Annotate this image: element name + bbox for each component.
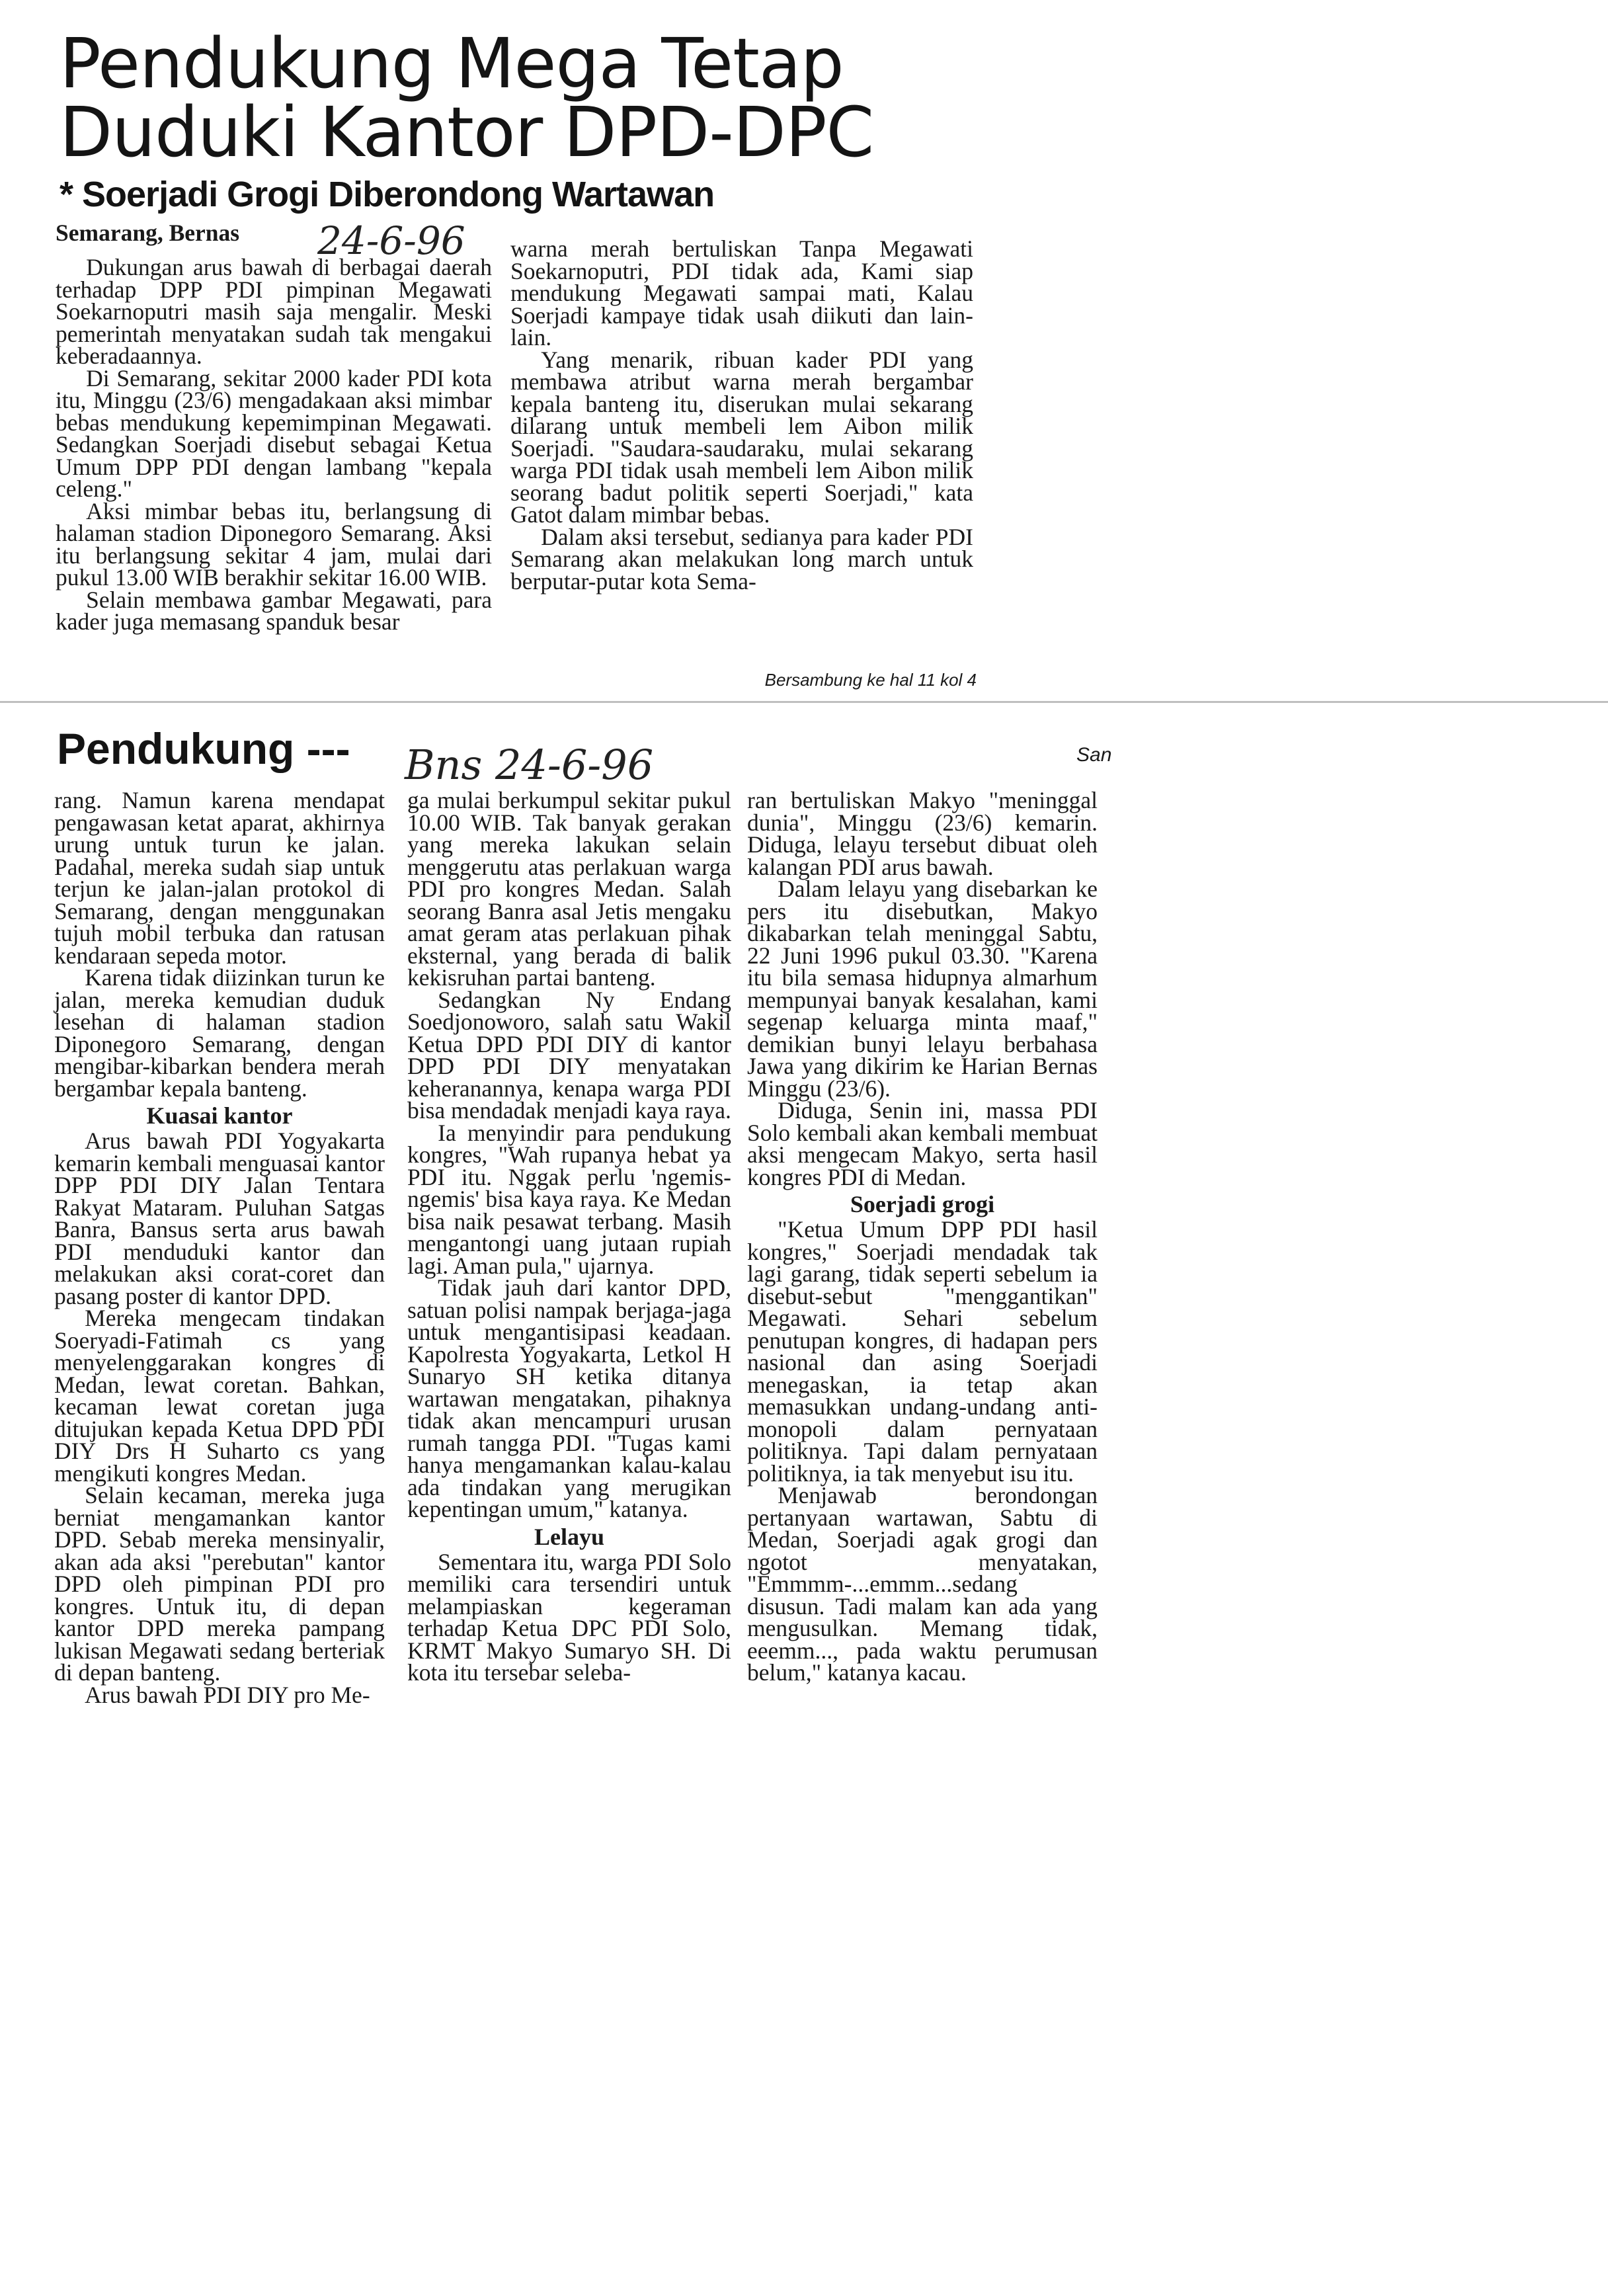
section-subheading: Soerjadi grogi bbox=[850, 1191, 995, 1217]
dateline: Semarang, Bernas bbox=[56, 220, 240, 246]
continuation-column-1 bbox=[54, 787, 385, 1708]
paragraph: Selain kecaman, mereka juga berniat mengamankan kantor DPD. Sebab mereka mensinyalir, akan ada aksi "perebutan" kantor DPD oleh pimpinan PDI pro kongres. Untuk itu, di depan kantor DPD mereka pampang lukisan Megawati sedang berteriak di depan banteng. bbox=[54, 1482, 385, 1686]
section-divider bbox=[0, 701, 1608, 703]
handwritten-source-note: Bns 24-6-96 bbox=[405, 741, 654, 789]
paragraph: Diduga, Senin ini, massa PDI Solo kembali akan kembali membuat aksi mengecam Makyo, serta hasil kongres PDI di Medan. bbox=[747, 1097, 1098, 1190]
section-subheading: Kuasai kantor bbox=[146, 1102, 293, 1129]
handwritten-date: 24-6-96 bbox=[317, 218, 465, 263]
continuation-column-2 bbox=[407, 787, 731, 1686]
dateline-row bbox=[56, 222, 492, 257]
paragraph: Dalam aksi tersebut, sedianya para kader PDI Semarang akan melakukan long march untuk berputar-putar kota Sema- bbox=[510, 523, 973, 594]
headline-line-1: Pendukung Mega Tetap bbox=[60, 23, 844, 104]
headline bbox=[60, 23, 874, 173]
continued-note: Bersambung ke hal 11 kol 4 bbox=[764, 670, 977, 690]
paragraph: "Ketua Umum DPP PDI hasil kongres," Soerjadi mendadak tak lagi garang, tidak seperti sebelum ia disebut-sebut "menggantikan" Megawati. Sehari sebelum penutupan kongres, di hadapan pers nasional dan asing Soerjadi menegaskan, ia tetap akan memasukkan undang-undang anti-monopoli dalam pernyataan politiknya. Tapi dalam pernyataan politiknya, ia tak menyebut isu itu. bbox=[747, 1216, 1098, 1487]
paragraph: Ia menyindir para pendukung kongres, "Wah rupanya hebat ya PDI itu. Nggak perlu 'ngemis-ngemis' bisa kaya raya. Ke Medan bisa naik pesawat terbang. Masih mengantongi uang jutaan rupiah lagi. Aman pula," ujarnya. bbox=[407, 1119, 731, 1279]
corner-label: San bbox=[1076, 744, 1112, 766]
paragraph: Mereka mengecam tindakan Soeryadi-Fatimah cs yang menyelenggarakan kongres di Medan, lewat coretan. Bahkan, kecaman lewat coretan juga ditujukan kepada Ketua DPD PDI DIY Drs H Suharto cs yang mengikuti kongres Medan. bbox=[54, 1305, 385, 1487]
lead-column-right bbox=[510, 235, 973, 594]
paragraph: Sementara itu, warga PDI Solo memiliki cara tersendiri untuk melampiaskan kegeraman terhadap Ketua DPC PDI Solo, KRMT Makyo Sumaryo SH. Di kota itu tersebar seleba- bbox=[407, 1548, 731, 1686]
lead-column-left bbox=[56, 222, 492, 634]
paragraph: Tidak jauh dari kantor DPD, satuan polisi nampak berjaga-jaga untuk mengantisipasi keadaan. Kapolresta Yogyakarta, Letkol H Sunaryo SH ketika ditanya wartawan mengatakan, pihaknya tidak akan mencampuri urusan rumah tangga PDI. "Tugas kami hanya mengamankan kalau-kalau ada tindakan yang merugikan kepentingan umum," katanya. bbox=[407, 1274, 731, 1522]
section-subheading: Lelayu bbox=[534, 1523, 604, 1550]
paragraph: Selain membawa gambar Megawati, para kader juga memasang spanduk besar bbox=[56, 586, 492, 635]
paragraph: Yang menarik, ribuan kader PDI yang membawa atribut warna merah bergambar kepala banteng itu, diserukan mulai sekarang dilarang untuk membeli lem Aibon milik Soerjadi. "Saudara-saudaraku, mulai sekarang warga PDI tidak usah membeli lem Aibon milik seorang badut politik seperti Soerjadi," kata Gatot dalam mimbar bebas. bbox=[510, 346, 973, 528]
continuation-column-3 bbox=[747, 787, 1098, 1686]
continuation-heading: Pendukung --- bbox=[57, 724, 350, 773]
paragraph: Di Semarang, sekitar 2000 kader PDI kota itu, Minggu (23/6) mengadakaan aksi mimbar bebas mendukung kepemimpinan Megawati. Sedangkan Soerjadi disebut sebagai Ketua Umum DPP PDI dengan lambang "kepala celeng." bbox=[56, 364, 492, 502]
paragraph: Arus bawah PDI DIY pro Me- bbox=[85, 1681, 370, 1708]
paragraph: warna merah bertuliskan Tanpa Megawati Soekarnoputri, PDI tidak ada, Kami siap mendukung Megawati sampai mati, Kalau Soerjadi kampaye tidak usah diikuti dan lain-lain. bbox=[510, 235, 973, 350]
subheadline: * Soerjadi Grogi Diberondong Wartawan bbox=[60, 175, 715, 214]
paragraph: Karena tidak diizinkan turun ke jalan, mereka kemudian duduk lesehan di halaman stadion Diponegoro Semarang, dengan mengibar-kibarkan bendera merah bergambar kepala banteng. bbox=[54, 964, 385, 1102]
paragraph: Dukungan arus bawah di berbagai daerah terhadap DPP PDI pimpinan Megawati Soekarnoputri masih saja mengalir. Meski pemerintah menyatakan sudah tak mengakui keberadaannya. bbox=[56, 254, 492, 369]
paragraph: rang. Namun karena mendapat pengawasan ketat aparat, akhirnya urung untuk turun ke jalan. Padahal, mereka sudah siap untuk terjun ke jalan-jalan protokol di Semarang, dengan menggunakan tujuh mobil terbuka dan ratusan kendaraan sepeda motor. bbox=[54, 787, 385, 969]
paragraph: Menjawab berondongan pertanyaan wartawan, Sabtu di Medan, Soerjadi agak grogi dan ngotot menyatakan, "Emmmm-...emmm...sedang disusun. Tadi malam kan ada yang mengusulkan. Memang tidak, eeemm..., pada waktu perumusan belum," katanya kacau. bbox=[747, 1482, 1098, 1686]
paragraph: Aksi mimbar bebas itu, berlangsung di halaman stadion Diponegoro Semarang. Aksi itu berlangsung sekitar 4 jam, mulai dari pukul 13.00 WIB berakhir sekitar 16.00 WIB. bbox=[56, 497, 492, 591]
paragraph: Arus bawah PDI Yogyakarta kemarin kembali menguasai kantor DPP PDI DIY Jalan Tentara Rakyat Mataram. Puluhan Satgas Banra, Bansus serta arus bawah PDI menduduki kantor dan melakukan aksi corat-coret dan pasang poster di kantor DPD. bbox=[54, 1128, 385, 1309]
paragraph: ran bertuliskan Makyo "meninggal dunia", Minggu (23/6) kemarin. Diduga, lelayu tersebut dibuat oleh kalangan PDI arus bawah. bbox=[747, 787, 1098, 880]
paragraph: ga mulai berkumpul sekitar pukul 10.00 WIB. Tak banyak gerakan yang mereka lakukan selain menggerutu atas perlakuan warga PDI pro kongres Medan. Salah seorang Banra asal Jetis mengaku amat geram atas perlakuan pihak eksternal, yang berada di balik kekisruhan partai banteng. bbox=[407, 787, 731, 991]
paragraph: Dalam lelayu yang disebarkan ke pers itu disebutkan, Makyo dikabarkan telah meninggal Sabtu, 22 Juni 1996 pukul 03.30. "Karena itu bila semasa hidupnya almarhum mempunyai banyak kesalahan, kami segenap keluarga minta maaf," demikian bunyi lelayu berbahasa Jawa yang dikirim ke Harian Bernas Minggu (23/6). bbox=[747, 876, 1098, 1102]
headline-line-2: Duduki Kantor DPD-DPC bbox=[60, 92, 874, 173]
paragraph: Sedangkan Ny Endang Soedjonoworo, salah satu Wakil Ketua DPD PDI DIY di kantor DPD PDI DIY menyatakan keheranannya, kenapa warga PDI bisa mendadak menjadi kaya raya. bbox=[407, 986, 731, 1124]
